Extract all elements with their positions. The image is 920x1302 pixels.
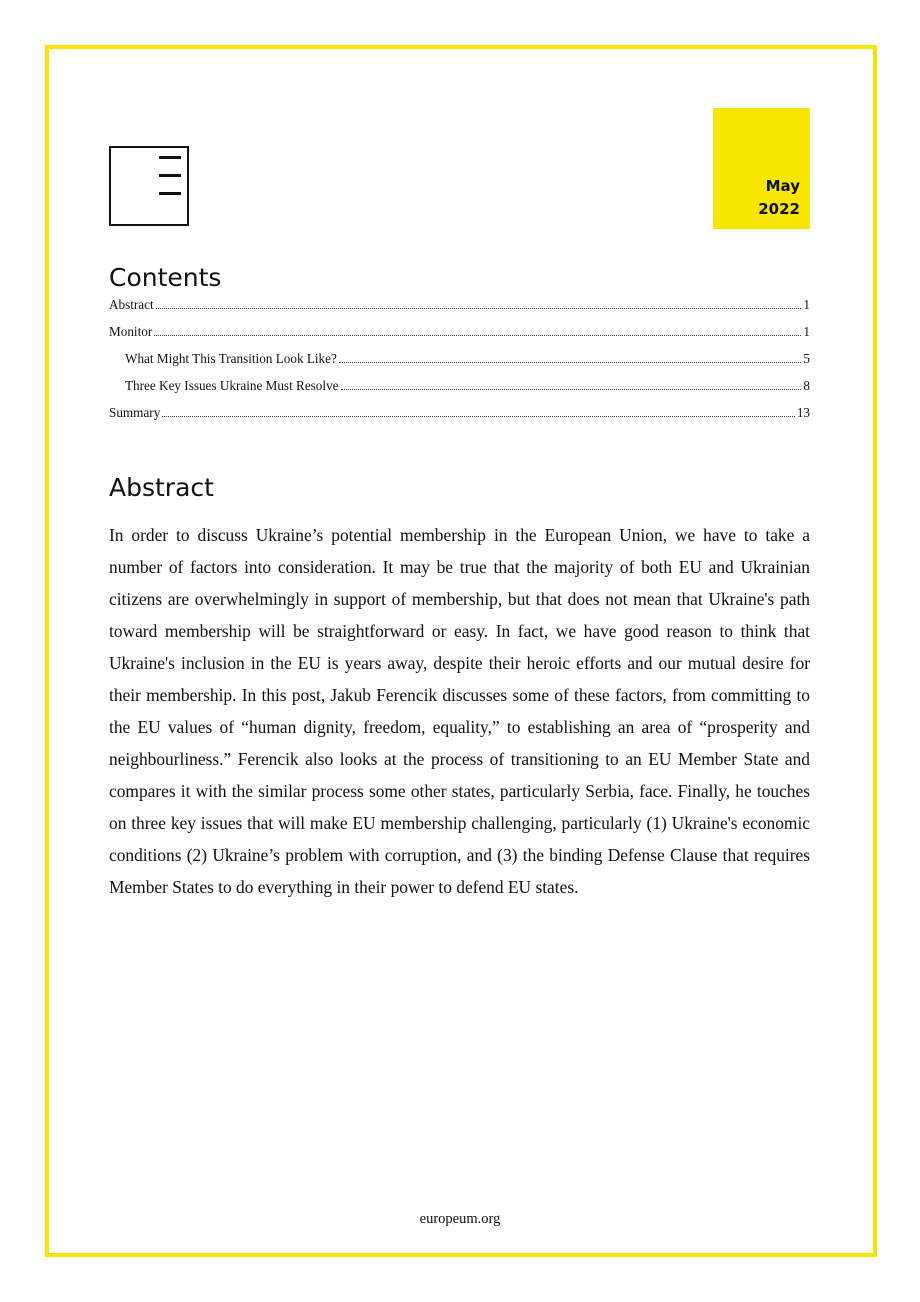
toc-entry-abstract[interactable]	[109, 297, 810, 324]
toc-entry-transition[interactable]	[109, 351, 810, 378]
toc-entry-title: Monitor	[109, 324, 153, 339]
toc-leader-dots	[156, 308, 802, 309]
toc-entry-title: Three Key Issues Ukraine Must Resolve	[125, 378, 339, 393]
footer-site[interactable]: europeum.org	[419, 1211, 501, 1227]
europeum-logo-icon	[109, 146, 189, 226]
toc-leader-dots	[154, 335, 801, 336]
toc-entry-page: 5	[803, 351, 810, 366]
toc-entry-title: Abstract	[109, 297, 154, 312]
toc-entry-title: What Might This Transition Look Like?	[125, 351, 337, 366]
date-year: 2022	[758, 200, 800, 218]
toc-entry-title: Summary	[109, 405, 161, 420]
toc-entry-monitor[interactable]	[109, 324, 810, 351]
toc-entry-key-issues[interactable]	[109, 378, 810, 405]
table-of-contents	[109, 297, 810, 432]
toc-entry-page: 8	[803, 378, 810, 393]
logo-bar	[159, 174, 181, 177]
abstract-heading: Abstract	[109, 473, 214, 502]
abstract-body: In order to discuss Ukraine’s potential membership in the European Union, we have to take a number of factors into consideration. It may be true that the majority of both EU and Ukrainian citizens are overwhelmingly in support of membership, but that does not mean that Ukraine's path toward membership will be straightforward or easy. In fact, we have good reason to think that Ukraine's inclusion in the EU is years away, despite their heroic efforts and our mutual desire for their membership. In this post, Jakub Ferencik discusses some of these factors, from committing to the EU values of “human dignity, freedom, equality,” to establishing an area of “prosperity and neighbourliness.” Ferencik also looks at the process of transitioning to an EU Member State and compares it with the similar process some other states, particularly Serbia, face. Finally, he touches on three key issues that will make EU membership challenging, particularly (1) Ukraine's economic conditions (2) Ukraine’s problem with corruption, and (3) the binding Defense Clause that requires Member States to do everything in their power to defend EU states.	[109, 525, 810, 897]
logo-bar	[159, 156, 181, 159]
date-badge	[713, 108, 810, 229]
toc-entry-page: 13	[796, 405, 810, 420]
toc-leader-dots	[341, 389, 802, 390]
toc-entry-page: 1	[803, 324, 810, 339]
toc-leader-dots	[162, 416, 795, 417]
date-month: May	[765, 177, 800, 195]
toc-entry-page: 1	[803, 297, 810, 312]
logo-bar	[159, 192, 181, 195]
toc-entry-summary[interactable]	[109, 405, 810, 432]
contents-heading: Contents	[109, 263, 222, 292]
toc-leader-dots	[339, 362, 802, 363]
